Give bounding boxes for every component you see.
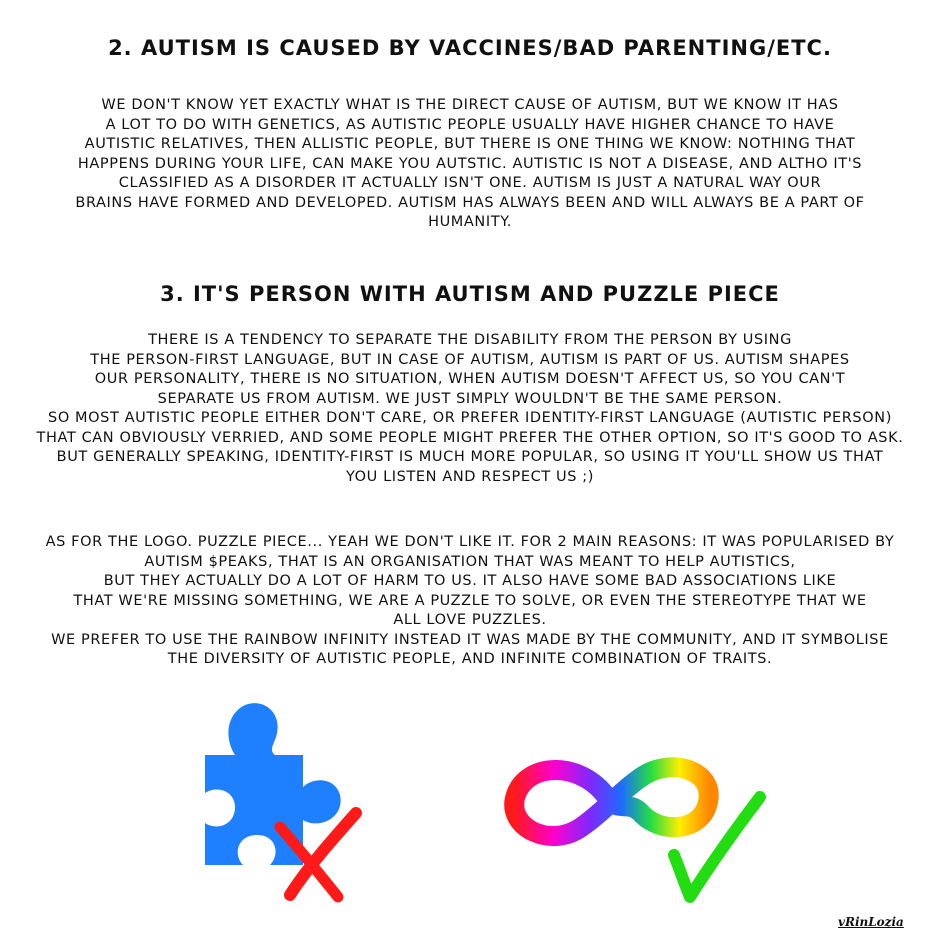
text-line: BRAINS HAVE FORMED AND DEVELOPED. AUTISM HAS ALWAYS BEEN AND WILL ALWAYS BE A PART OF	[75, 194, 865, 211]
text-line: THAT CAN OBVIOUSLY VERRIED, AND SOME PEOPLE MIGHT PREFER THE OTHER OPTION, SO IT'S GOOD TO ASK.	[36, 429, 904, 446]
section-2-paragraph	[10, 96, 930, 233]
text-line: AUTISTIC RELATIVES, THEN ALLISTIC PEOPLE, BUT THERE IS ONE THING WE KNOW: NOTHING THAT	[84, 136, 856, 152]
text-line: YOU LISTEN AND RESPECT US ;)	[346, 468, 594, 485]
rainbow-infinity-approved	[490, 740, 770, 910]
text-line: SEPARATE US FROM AUTISM. WE JUST SIMPLY WOULDN'T BE THE SAME PERSON.	[157, 390, 783, 407]
green-checkmark-icon	[660, 785, 770, 910]
text-line: THE PERSON-FIRST LANGUAGE, BUT IN CASE OF AUTISM, AUTISM IS PART OF US. AUTISM SHAPES	[90, 351, 850, 368]
artist-signature: vRinLozia	[838, 915, 904, 929]
section-2-heading: 2. AUTISM IS CAUSED BY VACCINES/BAD PARENTING/ETC.	[108, 36, 832, 60]
text-line: CLASSIFIED AS A DISORDER IT ACTUALLY ISN'T ONE. AUTISM IS JUST A NATURAL WAY OUR	[118, 175, 822, 191]
text-line: SO MOST AUTISTIC PEOPLE EITHER DON'T CARE, OR PREFER IDENTITY-FIRST LANGUAGE (AUTISTIC PERSON)	[48, 410, 892, 426]
text-line: HAPPENS DURING YOUR LIFE, CAN MAKE YOU AUTSTIC. AUTISTIC IS NOT A DISEASE, AND ALTHO IT'S	[77, 155, 863, 172]
text-line: A LOT TO DO WITH GENETICS, AS AUTISTIC PEOPLE USUALLY HAVE HIGHER CHANCE TO HAVE	[105, 116, 835, 133]
text-line: THAT WE'RE MISSING SOMETHING, WE ARE A PUZZLE TO SOLVE, OR EVEN THE STEREOTYPE THAT WE	[73, 592, 867, 609]
text-line: BUT GENERALLY SPEAKING, IDENTITY-FIRST IS MUCH MORE POPULAR, SO USING IT YOU'LL SHOW US THAT	[56, 449, 884, 465]
text-line: HUMANITY.	[428, 214, 512, 230]
text-line: OUR PERSONALITY, THERE IS NO SITUATION, WHEN AUTISM DOESN'T AFFECT US, SO YOU CAN'T	[94, 371, 846, 387]
text-line: AUTISM $PEAKS, THAT IS AN ORGANISATION THAT WAS MEANT TO HELP AUTISTICS,	[144, 553, 796, 570]
text-line: THE DIVERSITY OF AUTISTIC PEOPLE, AND INFINITE COMBINATION OF TRAITS.	[167, 651, 773, 667]
section-3-heading: 3. IT'S PERSON WITH AUTISM AND PUZZLE PIECE	[160, 282, 780, 306]
red-x-icon	[270, 805, 365, 905]
text-line: AS FOR THE LOGO. PUZZLE PIECE... YEAH WE DON'T LIKE IT. FOR 2 MAIN REASONS: IT WAS POPULARISED BY	[45, 534, 895, 550]
text-line: WE DON'T KNOW YET EXACTLY WHAT IS THE DIRECT CAUSE OF AUTISM, BUT WE KNOW IT HAS	[101, 97, 839, 113]
logo-paragraph	[10, 533, 930, 670]
text-line: THERE IS A TENDENCY TO SEPARATE THE DISABILITY FROM THE PERSON BY USING	[148, 332, 792, 348]
text-line: BUT THEY ACTUALLY DO A LOT OF HARM TO US. IT ALSO HAVE SOME BAD ASSOCIATIONS LIKE	[103, 573, 837, 589]
puzzle-piece-rejected	[195, 695, 365, 905]
section-3-paragraph	[10, 331, 930, 487]
text-line: WE PREFER TO USE THE RAINBOW INFINITY INSTEAD IT WAS MADE BY THE COMMUNITY, AND IT SYMBOLISE	[51, 631, 889, 648]
text-line: ALL LOVE PUZZLES.	[393, 612, 547, 628]
